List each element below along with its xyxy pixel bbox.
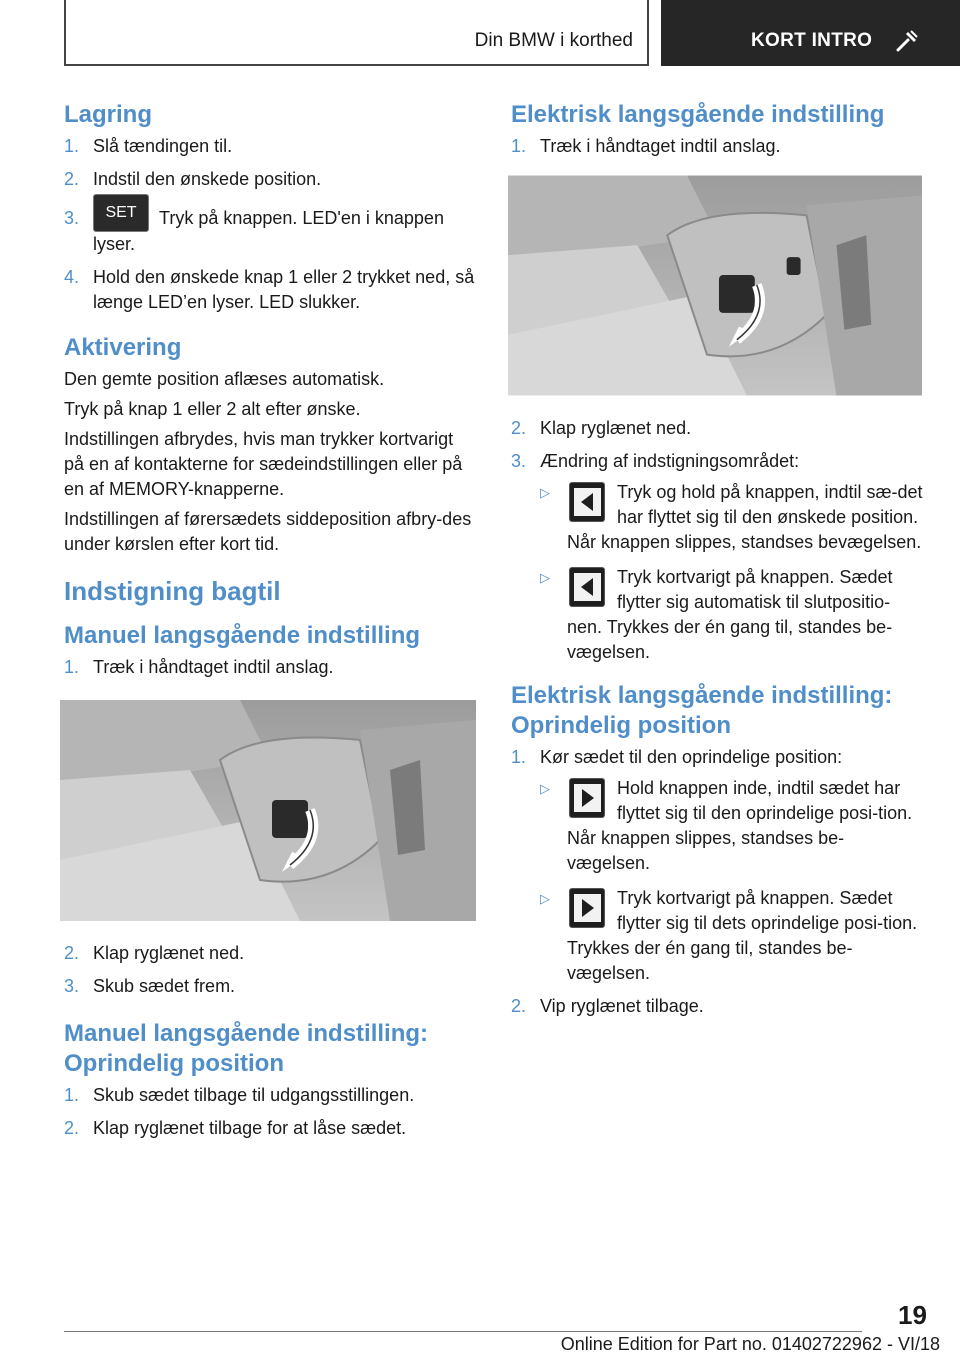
lagring-steps (64, 134, 476, 315)
list-item: 2. Indstil den ønskede position. (64, 169, 322, 189)
header-section-box (64, 0, 649, 66)
manuel-steps-2 (64, 941, 476, 999)
list-item: 3. Ændring af indstigningsområdet: ▷ Tryk og hold på knappen, indtil sæ-det har flyttet sig til den ønskede position. Når knappen slippes, standses bevægelsen. ▷ Tryk kortvarigt på knappen. Sædet flytter sig automatisk til slutpositio-nen. Trykkes der én gang til, standes be-vægelsen. (511, 449, 923, 665)
list-item: ▷ Tryk kortvarigt på knappen. Sædet flytter sig til dets oprindelige posi-tion. Trykkes der én gang til, standes be-vægelsen. (540, 888, 918, 983)
manuel-opr-steps (64, 1083, 476, 1141)
header-chapter-box (661, 0, 960, 66)
heading-lagring: Lagring (64, 101, 152, 128)
seat-handle-photo (60, 700, 476, 921)
list-item: 1. Træk i håndtaget indtil anslag. (511, 136, 781, 156)
arrow-left-button-icon (569, 482, 605, 522)
list-item: 2. Klap ryglænet tilbage for at låse sædet. (64, 1118, 407, 1139)
list-item: 2. Vip ryglænet tilbage. (511, 996, 704, 1016)
heading-manuel: Manuel langsgående indstilling (64, 622, 421, 650)
page-number: 19 (898, 1300, 927, 1330)
elektrisk-steps-2 (511, 416, 923, 665)
paragraph: Indstillingen af førersædets siddeposition afbry-des under kørslen efter kort tid. (64, 509, 472, 555)
manuel-steps-1 (64, 655, 476, 680)
list-item: 1. Træk i håndtaget indtil anslag. (64, 657, 334, 678)
wrench-icon (894, 28, 920, 54)
header-section-title: Din BMW i korthed (474, 30, 633, 51)
heading-manuel-oprindelig: Manuel langsgående indstilling: Oprindelig position (64, 1020, 429, 1078)
arrow-right-button-icon (569, 778, 605, 818)
arrow-right-button-icon (569, 888, 605, 928)
list-item: 1. Kør sædet til den oprindelige position: ▷ Hold knappen inde, indtil sædet har flyttet sig til den oprindelige posi-tion. Når knappen slippes, standses be-vægelsen. ▷ Tryk kortvarigt på knappen. Sædet flytter sig til dets oprindelige posi-tion. Trykkes der én gang til, standes be-vægelsen. (511, 745, 923, 986)
list-item: 1. Slå tændingen til. (64, 136, 233, 156)
list-item: ▷ Tryk og hold på knappen, indtil sæ-det har flyttet sig til den ønskede position. Når knappen slippes, standses bevægelsen. (540, 482, 923, 552)
set-button-icon: SET (93, 194, 149, 232)
seat-handle-photo-electric (508, 175, 922, 396)
list-item: 4. Hold den ønskede knap 1 eller 2 trykket ned, så længe LED’en lyser. LED slukker. (64, 267, 475, 313)
paragraph: Indstillingen afbrydes, hvis man trykker kortvarigt på en af kontakterne for sædeindstillingen eller på en af MEMORY-knapperne. (64, 429, 463, 500)
right-column (511, 100, 923, 1027)
left-column (64, 100, 476, 1149)
arrow-left-button-icon (569, 567, 605, 607)
list-item: 1. Skub sædet tilbage til udgangsstillingen. (64, 1085, 415, 1106)
heading-aktivering: Aktivering (64, 334, 182, 362)
elektrisk-sublist (540, 480, 923, 665)
elektrisk-steps-1 (511, 134, 923, 159)
elektrisk-opr-sublist (540, 776, 923, 986)
heading-indstigning-bagtil: Indstigning bagtil (64, 576, 281, 607)
footer-divider (64, 1331, 862, 1332)
list-item: 2. Klap ryglænet ned. (511, 418, 692, 438)
footer-edition: Online Edition for Part no. 01402722962 - VI/18 (560, 1334, 940, 1354)
paragraph: Tryk på knap 1 eller 2 alt efter ønske. (64, 399, 361, 420)
list-item: ▷ Tryk kortvarigt på knappen. Sædet flytter sig automatisk til slutpositio-nen. Trykkes der én gang til, standes be-vægelsen. (540, 567, 893, 662)
list-item: 2. Klap ryglænet ned. (64, 943, 245, 964)
paragraph: Den gemte position aflæses automatisk. (64, 369, 385, 390)
heading-elektrisk-oprindelig: Elektrisk langsgående indstilling: Oprindelig position (511, 682, 893, 739)
header-chapter-title: KORT INTRO (751, 30, 873, 51)
list-item: 3. SET Tryk på knappen. LED'en i knappen lyser. (64, 206, 476, 257)
list-item: 3. Skub sædet frem. (64, 976, 236, 997)
list-item: ▷ Hold knappen inde, indtil sædet har flyttet sig til den oprindelige posi-tion. Når knappen slippes, standses be-vægelsen. (540, 778, 913, 873)
elektrisk-opr-steps (511, 745, 923, 1019)
heading-elektrisk: Elektrisk langsgående indstilling (511, 101, 885, 128)
